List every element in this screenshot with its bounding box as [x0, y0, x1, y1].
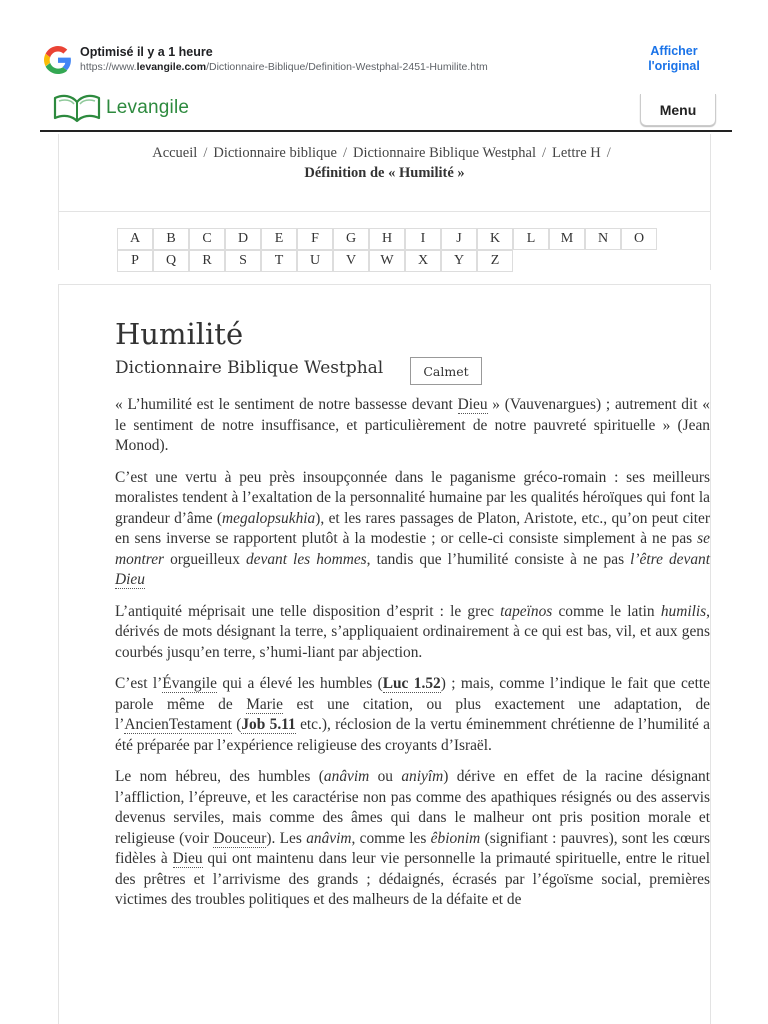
google-optimised-bar	[0, 0, 768, 82]
paragraph-1	[115, 395, 710, 457]
letter-link-n[interactable]: N	[585, 228, 621, 250]
url-domain: levangile.com	[136, 61, 207, 73]
open-book-icon	[52, 92, 102, 124]
letter-link-p[interactable]: P	[117, 250, 153, 272]
italic-text: megalopsukhia	[222, 509, 316, 527]
breadcrumb-box	[58, 134, 711, 212]
breadcrumb-item-dictionnaire[interactable]: Dictionnaire biblique	[213, 145, 337, 161]
letter-link-q[interactable]: Q	[153, 250, 189, 272]
link-dieu[interactable]: Dieu	[457, 396, 488, 413]
view-original-link[interactable]	[644, 44, 704, 74]
text: est une citation, ou plus exactement une adaptation, de l’	[115, 695, 710, 733]
alphabet-nav	[117, 228, 677, 272]
text: (signifiant : pauvres), sont les cœurs fidèles à	[115, 829, 710, 867]
text: , comme les	[351, 829, 431, 847]
link-ancien-testament[interactable]: AncienTestament	[124, 716, 232, 733]
optimised-title: Optimisé il y a 1 heure	[80, 45, 213, 59]
italic-text: anâvim	[323, 768, 370, 785]
italic-text: devant les hommes	[245, 550, 367, 568]
text: ), et les rares passages de Platon, Aristote, etc., qu’on peut citer en sens inverse se rapportent plutôt à la modestie ; or celle-ci consiste simplement à ne pas	[115, 509, 711, 547]
letter-link-b[interactable]: B	[153, 228, 189, 250]
letter-link-h[interactable]: H	[369, 228, 405, 250]
letter-link-i[interactable]: I	[405, 228, 441, 250]
letter-link-e[interactable]: E	[261, 228, 297, 250]
breadcrumb-current: Définition de « Humilité »	[304, 165, 465, 181]
letter-link-j[interactable]: J	[441, 228, 477, 250]
text: qui a élevé les humbles (	[217, 675, 383, 692]
breadcrumb-separator: /	[542, 145, 547, 161]
site-header	[40, 86, 732, 132]
page-url[interactable]	[80, 61, 488, 73]
letter-link-r[interactable]: R	[189, 250, 225, 272]
link-evangile[interactable]: Évangile	[162, 675, 217, 692]
letter-link-t[interactable]: T	[261, 250, 297, 272]
text: L’antiquité méprisait une telle disposition d’esprit : le grec	[115, 602, 501, 620]
letter-link-d[interactable]: D	[225, 228, 261, 250]
letter-link-k[interactable]: K	[477, 228, 513, 250]
letter-link-u[interactable]: U	[297, 250, 333, 272]
letter-link-f[interactable]: F	[297, 228, 333, 250]
paragraph-3	[115, 602, 710, 664]
alphabet-box	[58, 212, 711, 270]
italic-text: aniyîm	[401, 768, 444, 785]
calmet-button[interactable]: Calmet	[410, 357, 482, 385]
site-logo[interactable]	[52, 92, 189, 124]
text: Le nom hébreu, des humbles (	[115, 768, 324, 785]
letter-link-g[interactable]: G	[333, 228, 369, 250]
breadcrumb	[59, 145, 710, 182]
letter-link-a[interactable]: A	[117, 228, 153, 250]
breadcrumb-separator: /	[203, 145, 208, 161]
letter-link-y[interactable]: Y	[441, 250, 477, 272]
url-prefix: https://www.	[80, 61, 137, 73]
link-marie[interactable]: Marie	[246, 695, 283, 713]
breadcrumb-item-lettre-h[interactable]: Lettre H	[552, 145, 601, 161]
text: , tandis que l’humilité consiste à ne pas	[366, 550, 631, 568]
letter-link-w[interactable]: W	[369, 250, 405, 272]
text: l’être devant	[630, 550, 710, 568]
view-original-line1: Afficher	[650, 44, 698, 58]
text: « L’humilité est le sentiment de notre bassesse devant	[115, 396, 458, 413]
italic-text: humilis	[660, 602, 707, 620]
link-douceur[interactable]: Douceur	[213, 829, 267, 847]
paragraph-5	[115, 767, 710, 911]
text: qui ont maintenu dans leur vie personnelle la primauté spirituelle, entre le rituel des prêtres et l’arrivisme des grands ; dédaignés, écrasés par l’égoïsme social, premières victimes des troubles politiques et des malheurs de la défaite et de	[115, 850, 710, 908]
link-dieu[interactable]: Dieu	[172, 850, 203, 867]
text: ou	[369, 768, 402, 785]
letter-link-c[interactable]: C	[189, 228, 225, 250]
text: , dérivés de mots désignant la terre, s’appliquaient ordinairement à ce qui est bas, vil, et aux gens courbés jusqu’en terre, s’humi-liant par abjection.	[115, 602, 710, 661]
text: ) ; mais, comme l’indique le fait que cette parole même de	[115, 675, 710, 713]
text: C’est une vertu à peu près insoupçonnée dans le paganisme gréco-romain : ses meilleurs moralistes tendent à l’exaltation de la personnalité humaine par les qualités héroïques qui font la grandeur d’âme (	[115, 468, 710, 527]
italic-text: anâvim	[306, 829, 352, 847]
italic-text: tapeïnos	[500, 602, 553, 620]
breadcrumb-item-westphal[interactable]: Dictionnaire Biblique Westphal	[353, 145, 536, 161]
verse-link-luc[interactable]: Luc 1.52	[382, 675, 441, 692]
article-body	[115, 395, 710, 922]
brand-name: Levangile	[106, 97, 190, 118]
url-path: /Dictionnaire-Biblique/Definition-Westphal-2451-Humilite.htm	[206, 61, 488, 73]
breadcrumb-item-accueil[interactable]: Accueil	[152, 145, 198, 161]
view-original-line2: l'original	[648, 59, 700, 73]
letter-link-l[interactable]: L	[513, 228, 549, 250]
text: orgueilleux	[164, 550, 246, 568]
italic-text: êbionim	[430, 829, 481, 847]
text: etc.), réclosion de la vertu éminemment chrétienne de l’humilité a été préparée par l’expérience religieuse des croyants d’Israël.	[115, 716, 710, 754]
dictionary-name: Dictionnaire Biblique Westphal	[115, 358, 384, 378]
text: (	[231, 716, 242, 733]
letter-link-o[interactable]: O	[621, 228, 657, 250]
letter-link-s[interactable]: S	[225, 250, 261, 272]
text: » (Vauvenargues) ; autrement dit « le sentiment de notre insuffisance, et particulièrement de notre pauvreté spirituelle » (Jean Monod).	[115, 396, 710, 454]
link-dieu[interactable]: Dieu	[115, 571, 145, 588]
page-title: Humilité	[115, 317, 244, 351]
letter-link-z[interactable]: Z	[477, 250, 513, 272]
google-logo-icon	[44, 46, 72, 74]
text: ) dérive en effet de la racine désignant l’affliction, l’épreuve, et les caractérise non pas comme des apathiques résignés ou des asservis devenus serviles, mais comme des âmes qui dans le malheur ont pris position morale et religieuse (voir	[115, 768, 710, 847]
text: C’est l’	[115, 675, 163, 692]
article	[58, 284, 711, 1024]
menu-button[interactable]: Menu	[640, 94, 716, 126]
letter-link-v[interactable]: V	[333, 250, 369, 272]
text: comme le latin	[552, 602, 661, 620]
text: ). Les	[266, 829, 307, 847]
paragraph-2	[115, 468, 710, 591]
breadcrumb-separator: /	[606, 145, 611, 161]
letter-link-x[interactable]: X	[405, 250, 441, 272]
breadcrumb-separator: /	[342, 145, 347, 161]
italic-text: se montrer	[115, 530, 710, 568]
verse-link-job[interactable]: Job 5.11	[241, 716, 296, 733]
letter-link-m[interactable]: M	[549, 228, 585, 250]
paragraph-4	[115, 674, 710, 756]
